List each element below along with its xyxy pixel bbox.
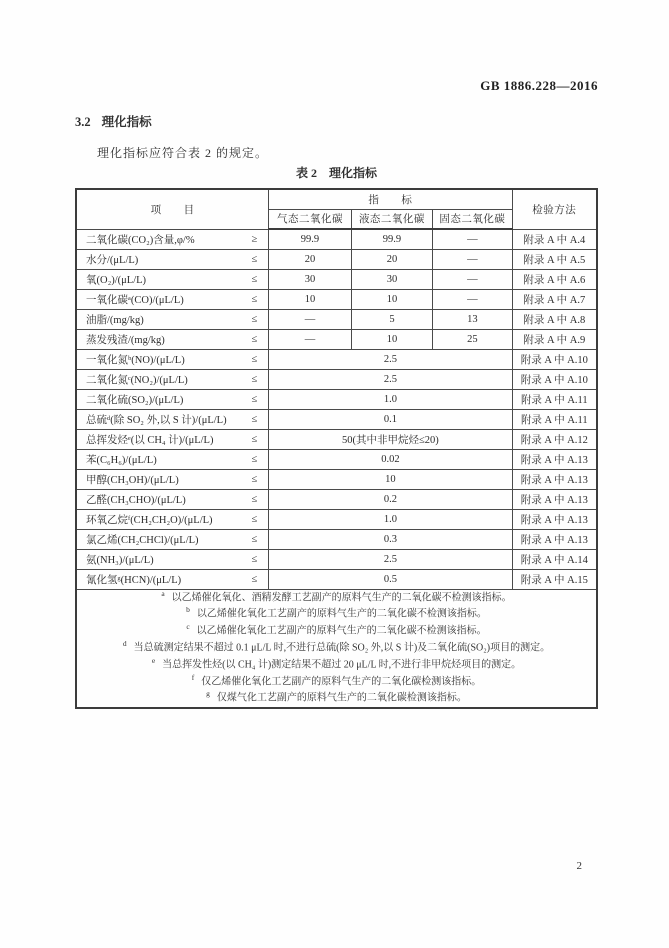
table-row bbox=[76, 509, 597, 529]
footnote-marker: g bbox=[206, 689, 210, 699]
table-row bbox=[76, 489, 597, 509]
table-row bbox=[76, 569, 597, 589]
row-item-label: 总挥发烃ᵉ(以 CH₄ 计)/(μL/L) bbox=[86, 434, 214, 446]
table-row bbox=[76, 389, 597, 409]
row-item-label: 蒸发残渣/(mg/kg) bbox=[86, 334, 165, 346]
table-header-row bbox=[76, 189, 597, 209]
section-body-text: 理化指标应符合表 2 的规定。 bbox=[97, 146, 269, 160]
row-item-label: 二氧化碳(CO₂)含量,φ/% bbox=[86, 234, 195, 246]
row-relation-symbol: ≤ bbox=[251, 473, 258, 485]
row-value-solid: 25 bbox=[433, 329, 512, 349]
footnote bbox=[80, 623, 593, 640]
row-value-liquid: 20 bbox=[351, 249, 432, 269]
row-value-solid: — bbox=[433, 229, 512, 249]
row-item-label: 一氧化氮ᵇ(NO)/(μL/L) bbox=[86, 354, 185, 366]
row-method: 附录 A 中 A.10 bbox=[512, 349, 597, 369]
row-item-label: 二氧化硫(SO₂)/(μL/L) bbox=[86, 394, 184, 406]
row-value-gas: 20 bbox=[269, 249, 351, 269]
table-row bbox=[76, 449, 597, 469]
footnote bbox=[80, 606, 593, 623]
row-relation-symbol: ≤ bbox=[251, 413, 258, 425]
row-relation-symbol: ≤ bbox=[251, 493, 258, 505]
row-method: 附录 A 中 A.8 bbox=[512, 309, 597, 329]
table-row bbox=[76, 309, 597, 329]
row-item-label: 氯乙烯(CH₂CHCl)/(μL/L) bbox=[86, 534, 199, 546]
row-item-label: 氧(O₂)/(μL/L) bbox=[86, 274, 147, 286]
table-row bbox=[76, 269, 597, 289]
row-value-all: 1.0 bbox=[269, 509, 512, 529]
row-method: 附录 A 中 A.5 bbox=[512, 249, 597, 269]
row-method: 附录 A 中 A.14 bbox=[512, 549, 597, 569]
table-caption-title: 理化指标 bbox=[329, 166, 378, 180]
row-method: 附录 A 中 A.13 bbox=[512, 529, 597, 549]
footnote-marker: c bbox=[186, 622, 190, 632]
row-value-all: 1.0 bbox=[269, 389, 512, 409]
page-number: 2 bbox=[576, 860, 582, 872]
row-method: 附录 A 中 A.13 bbox=[512, 449, 597, 469]
footnote-marker: a bbox=[161, 588, 165, 598]
row-method: 附录 A 中 A.10 bbox=[512, 369, 597, 389]
footnote bbox=[80, 657, 593, 674]
footnote-marker: f bbox=[191, 672, 195, 682]
col-header-liquid: 液态二氧化碳 bbox=[351, 209, 432, 229]
row-value-liquid: 10 bbox=[351, 329, 432, 349]
row-relation-symbol: ≤ bbox=[251, 273, 258, 285]
footnote-text: 以乙烯催化氧化工艺副产的原料气生产的二氧化碳不检测该指标。 bbox=[196, 625, 487, 637]
row-relation-symbol: ≤ bbox=[251, 393, 258, 405]
row-value-liquid: 10 bbox=[351, 289, 432, 309]
row-relation-symbol: ≤ bbox=[251, 533, 258, 545]
row-value-liquid: 99.9 bbox=[351, 229, 432, 249]
col-header-indicator: 指 标 bbox=[269, 189, 512, 209]
row-relation-symbol: ≤ bbox=[251, 353, 258, 365]
row-relation-symbol: ≤ bbox=[251, 333, 258, 345]
row-value-all: 2.5 bbox=[269, 349, 512, 369]
row-method: 附录 A 中 A.13 bbox=[512, 489, 597, 509]
row-item-label: 氨(NH₃)/(μL/L) bbox=[86, 554, 154, 566]
table-row bbox=[76, 429, 597, 449]
table-caption-label: 表 2 bbox=[295, 166, 317, 180]
footnote bbox=[80, 640, 593, 657]
spec-table bbox=[75, 188, 598, 709]
table-row bbox=[76, 529, 597, 549]
table-row bbox=[76, 249, 597, 269]
section-title: 理化指标 bbox=[101, 115, 152, 129]
row-value-solid: 13 bbox=[433, 309, 512, 329]
row-item-label: 环氧乙烷ᶠ(CH₂CH₂O)/(μL/L) bbox=[86, 514, 213, 526]
col-header-item: 项 目 bbox=[76, 189, 269, 229]
table-row bbox=[76, 289, 597, 309]
row-value-all: 0.3 bbox=[269, 529, 512, 549]
row-value-gas: — bbox=[269, 309, 351, 329]
row-value-all: 0.02 bbox=[269, 449, 512, 469]
row-value-all: 2.5 bbox=[269, 549, 512, 569]
row-value-all: 2.5 bbox=[269, 369, 512, 389]
row-value-gas: 10 bbox=[269, 289, 351, 309]
row-value-liquid: 30 bbox=[351, 269, 432, 289]
row-relation-symbol: ≤ bbox=[251, 253, 258, 265]
row-method: 附录 A 中 A.11 bbox=[512, 389, 597, 409]
row-value-solid: — bbox=[433, 249, 512, 269]
row-method: 附录 A 中 A.6 bbox=[512, 269, 597, 289]
section-heading bbox=[75, 112, 152, 130]
row-relation-symbol: ≤ bbox=[251, 373, 258, 385]
table-caption bbox=[75, 164, 598, 181]
row-relation-symbol: ≥ bbox=[251, 233, 258, 245]
row-method: 附录 A 中 A.11 bbox=[512, 409, 597, 429]
row-value-all: 10 bbox=[269, 469, 512, 489]
row-method: 附录 A 中 A.15 bbox=[512, 569, 597, 589]
row-value-all: 0.2 bbox=[269, 489, 512, 509]
section-number: 3.2 bbox=[75, 115, 91, 129]
row-relation-symbol: ≤ bbox=[251, 513, 258, 525]
row-item-label: 苯(C₆H₆)/(μL/L) bbox=[86, 454, 157, 466]
row-method: 附录 A 中 A.12 bbox=[512, 429, 597, 449]
table-row bbox=[76, 409, 597, 429]
table-row bbox=[76, 349, 597, 369]
row-value-gas: — bbox=[269, 329, 351, 349]
footnote-text: 仅乙烯催化氧化工艺副产的原料气生产的二氧化碳检测该指标。 bbox=[201, 675, 482, 687]
row-value-gas: 99.9 bbox=[269, 229, 351, 249]
footnote-marker: b bbox=[186, 605, 190, 615]
row-item-label: 一氧化碳ᵃ(CO)/(μL/L) bbox=[86, 294, 184, 306]
row-relation-symbol: ≤ bbox=[251, 553, 258, 565]
row-item-label: 油脂/(mg/kg) bbox=[86, 314, 144, 326]
row-value-gas: 30 bbox=[269, 269, 351, 289]
table-row bbox=[76, 329, 597, 349]
table-row bbox=[76, 469, 597, 489]
row-relation-symbol: ≤ bbox=[251, 293, 258, 305]
row-value-all: 0.1 bbox=[269, 409, 512, 429]
row-item-label: 二氧化氮ᶜ(NO₂)/(μL/L) bbox=[86, 374, 188, 386]
footnote-text: 当总挥发性烃(以 CH₄ 计)测定结果不超过 20 μL/L 时,不进行非甲烷烃项目的测定。 bbox=[162, 659, 522, 671]
doc-header bbox=[75, 78, 598, 94]
footnote-text: 当总硫测定结果不超过 0.1 μL/L 时,不进行总硫(除 SO₂ 外,以 S 计)及二氧化硫(SO₂)项目的测定。 bbox=[133, 642, 551, 654]
row-value-liquid: 5 bbox=[351, 309, 432, 329]
footnote-text: 仅煤气化工艺副产的原料气生产的二氧化碳检测该指标。 bbox=[216, 692, 467, 704]
row-method: 附录 A 中 A.13 bbox=[512, 509, 597, 529]
row-value-all: 50(其中非甲烷烃≤20) bbox=[269, 429, 512, 449]
table-row bbox=[76, 549, 597, 569]
doc-number: GB 1886.228—2016 bbox=[480, 78, 598, 93]
row-method: 附录 A 中 A.9 bbox=[512, 329, 597, 349]
col-header-gas: 气态二氧化碳 bbox=[269, 209, 351, 229]
row-method: 附录 A 中 A.7 bbox=[512, 289, 597, 309]
footnote bbox=[80, 690, 593, 707]
row-item-label: 乙醛(CH₃CHO)/(μL/L) bbox=[86, 494, 186, 506]
footnote-text: 以乙烯催化氧化、酒精发酵工艺副产的原料气生产的二氧化碳不检测该指标。 bbox=[171, 591, 512, 603]
footnote-marker: e bbox=[151, 655, 156, 665]
row-relation-symbol: ≤ bbox=[251, 453, 258, 465]
row-value-solid: — bbox=[433, 269, 512, 289]
table-footnotes-row bbox=[76, 589, 597, 708]
row-value-all: 0.5 bbox=[269, 569, 512, 589]
footnote bbox=[80, 674, 593, 691]
row-method: 附录 A 中 A.13 bbox=[512, 469, 597, 489]
footnote-marker: d bbox=[122, 638, 127, 648]
row-relation-symbol: ≤ bbox=[251, 433, 258, 445]
table-row bbox=[76, 369, 597, 389]
row-item-label: 氰化氢ᵍ(HCN)/(μL/L) bbox=[86, 574, 182, 586]
col-header-solid: 固态二氧化碳 bbox=[433, 209, 512, 229]
row-value-solid: — bbox=[433, 289, 512, 309]
row-relation-symbol: ≤ bbox=[251, 313, 258, 325]
footnote-text: 以乙烯催化氧化工艺副产的原料气生产的二氧化碳不检测该指标。 bbox=[196, 608, 487, 620]
row-item-label: 总硫ᵈ(除 SO₂ 外,以 S 计)/(μL/L) bbox=[86, 414, 227, 426]
col-header-method: 检验方法 bbox=[512, 189, 597, 229]
footnote bbox=[80, 590, 593, 607]
row-item-label: 甲醇(CH₃OH)/(μL/L) bbox=[86, 474, 179, 486]
row-item-label: 水分/(μL/L) bbox=[86, 254, 139, 266]
row-method: 附录 A 中 A.4 bbox=[512, 229, 597, 249]
table-row bbox=[76, 229, 597, 249]
row-relation-symbol: ≤ bbox=[251, 573, 258, 585]
